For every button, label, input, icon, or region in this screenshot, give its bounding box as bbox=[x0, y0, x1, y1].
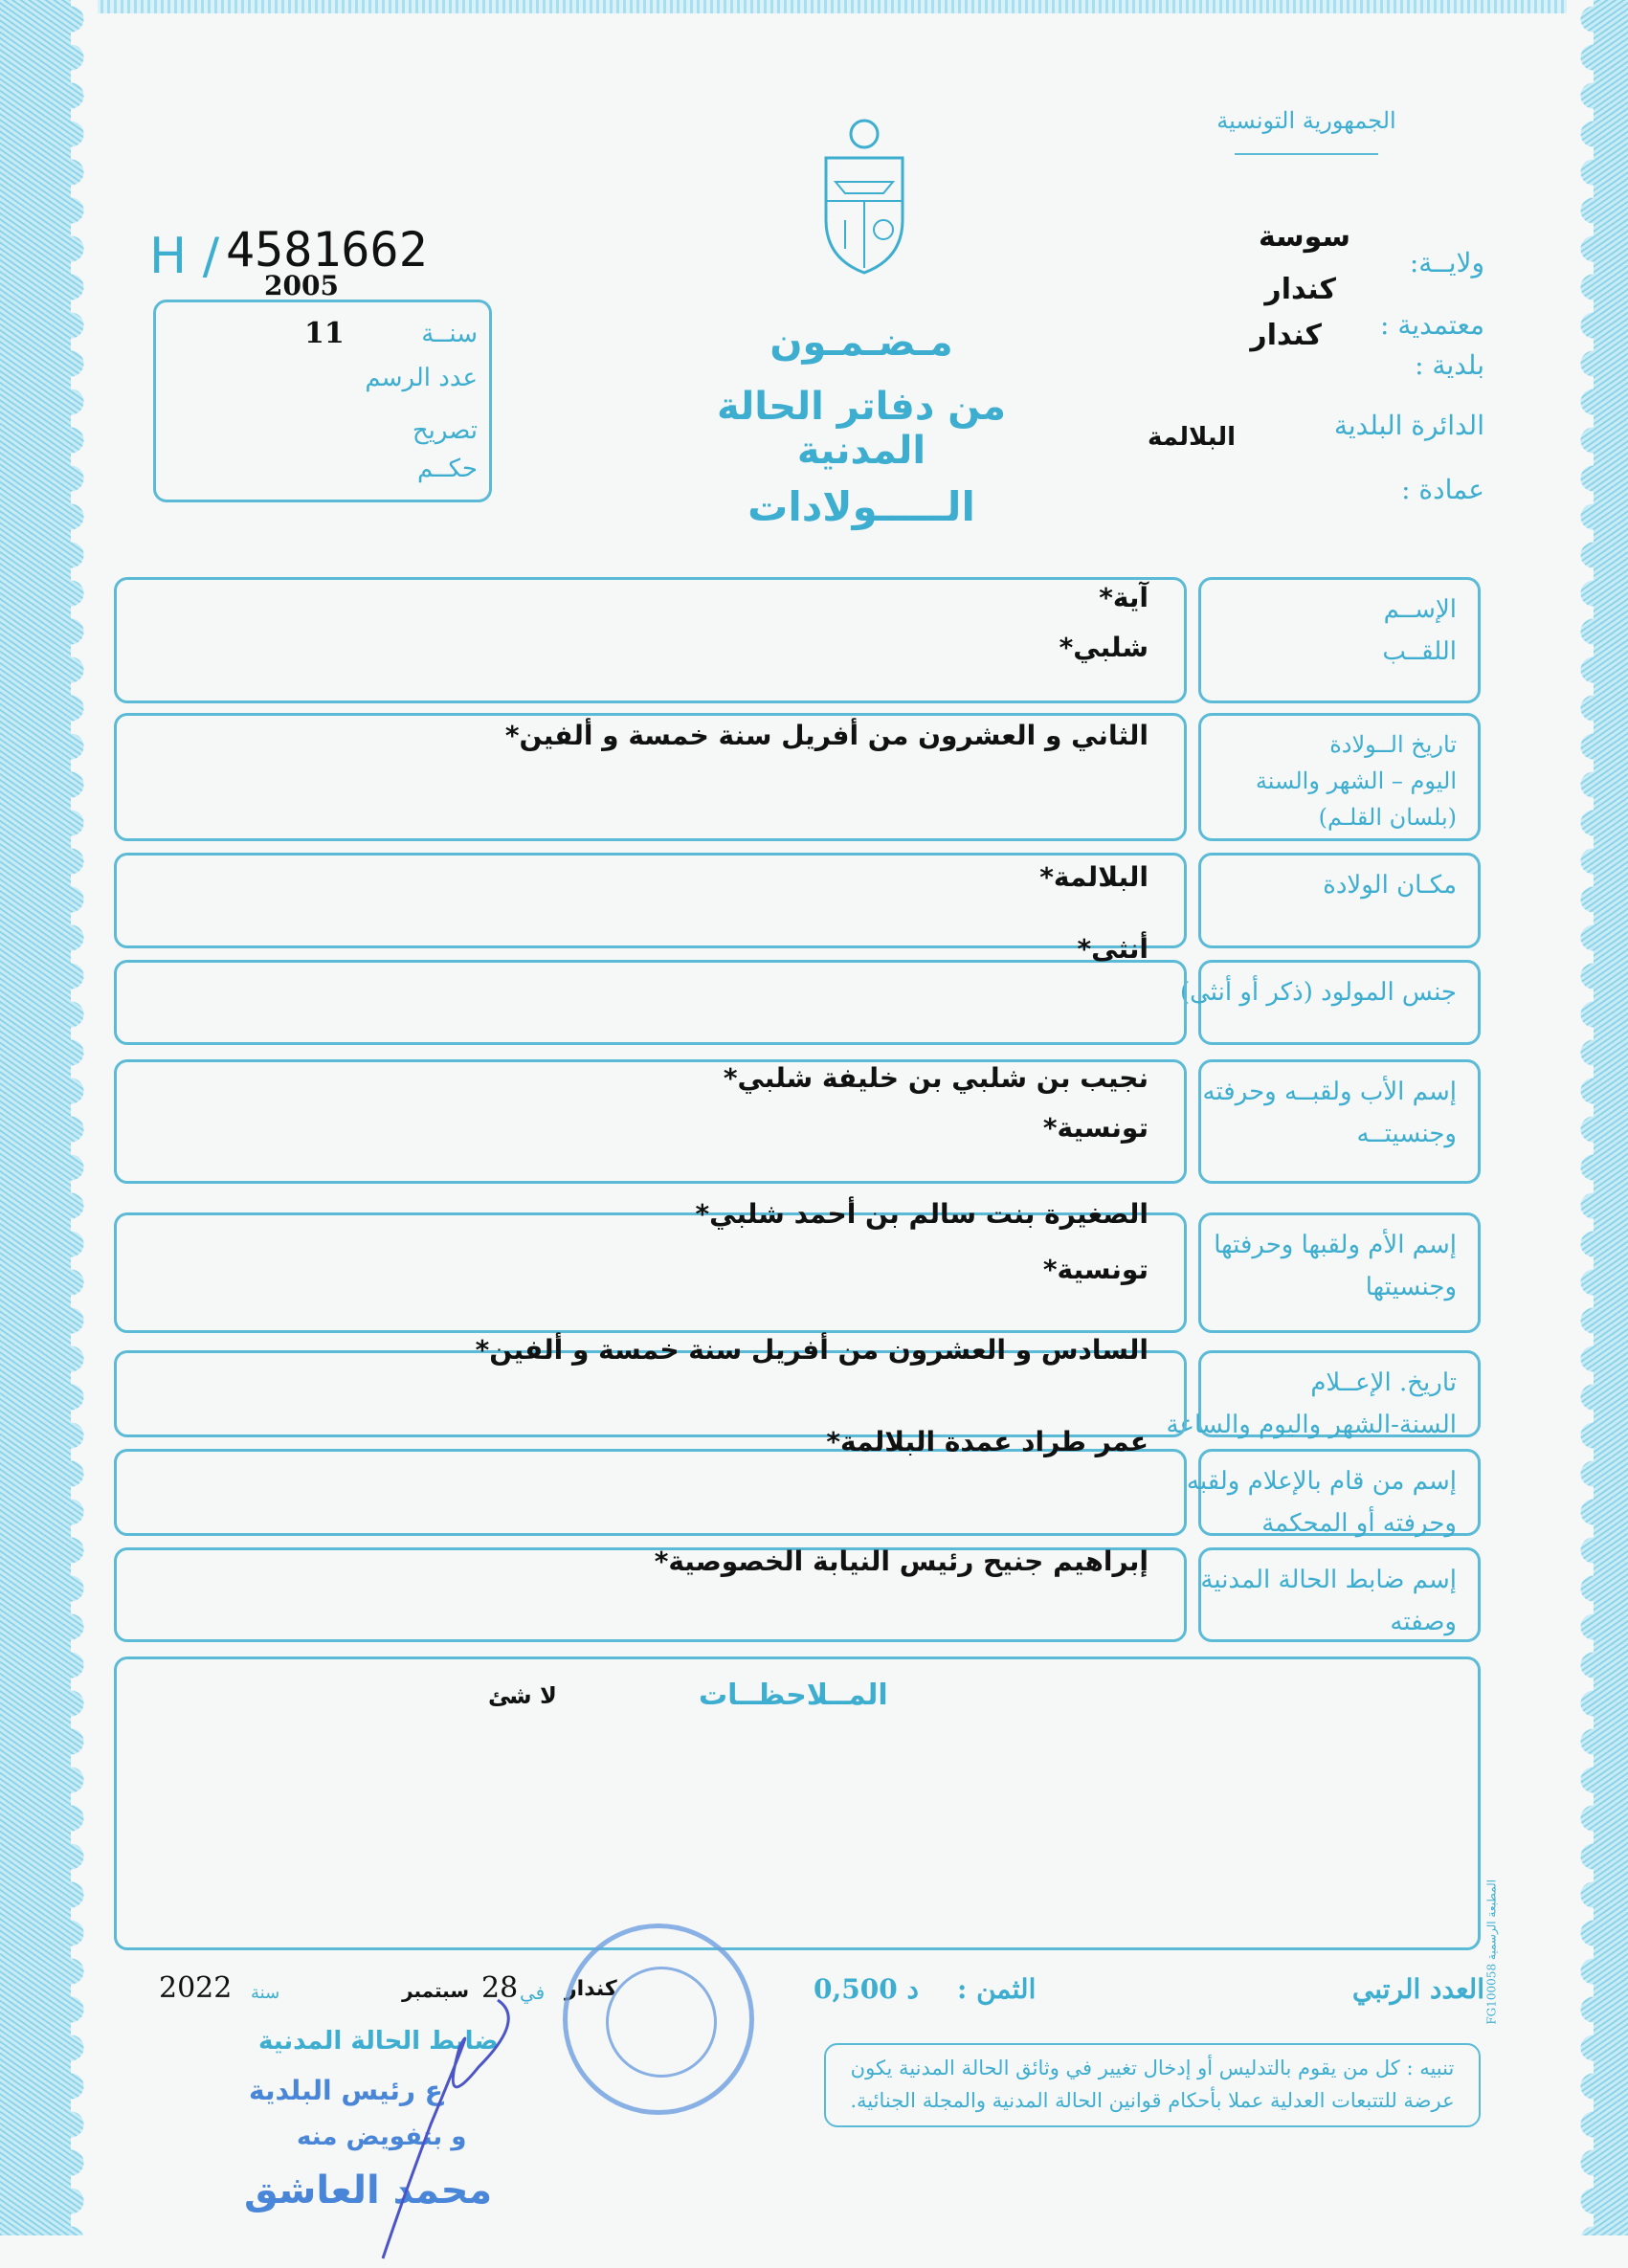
decorative-border-left bbox=[0, 0, 84, 2235]
issue-day: 28 bbox=[481, 1971, 519, 2005]
decorative-border-right bbox=[1580, 0, 1628, 2235]
delegation-value: كندار bbox=[1264, 273, 1336, 306]
field-label-box bbox=[1198, 853, 1481, 948]
in-label: في bbox=[520, 1981, 546, 2004]
price-value: 0,500 د bbox=[814, 1973, 919, 2005]
field-value: الثاني و العشرون من أفريل سنة خمسة و ألفين* bbox=[504, 720, 1149, 751]
field-label: وصفته bbox=[1390, 1608, 1457, 1636]
district-value: البلالمة bbox=[1148, 423, 1236, 452]
year-label: سنــة bbox=[421, 320, 478, 348]
field-label: إسم الأب ولقبــه وحرفته bbox=[1202, 1078, 1457, 1106]
field-label-box bbox=[1198, 713, 1481, 841]
officer-stamp-line1: ع رئيس البلدية bbox=[249, 2075, 443, 2106]
remarks-label: المــلاحظــات bbox=[699, 1679, 888, 1712]
field-label: الإســم bbox=[1383, 595, 1457, 624]
governorate-label: ولايــة: bbox=[1409, 247, 1484, 278]
field-label: اللقــب bbox=[1382, 637, 1457, 666]
republic-heading: الجمهورية التونسية bbox=[1216, 107, 1396, 134]
field-value-box bbox=[114, 1212, 1187, 1333]
field-value: تونسية* bbox=[1042, 1254, 1149, 1285]
field-label: تاريخ الــولادة bbox=[1329, 731, 1457, 758]
issue-month: سبتمبر bbox=[402, 1979, 470, 2002]
remarks-value: لا شئ bbox=[488, 1682, 557, 1709]
declaration-label: تصريح bbox=[412, 416, 478, 445]
record-year-value: 2005 bbox=[264, 270, 339, 301]
field-label-box bbox=[1198, 1059, 1481, 1184]
field-label-box bbox=[1186, 1449, 1481, 1538]
serial-prefix: H / bbox=[149, 228, 220, 285]
record-number-label: عدد الرسم bbox=[365, 364, 478, 392]
field-value: البلالمة* bbox=[1039, 861, 1149, 893]
judgment-label: حكــم bbox=[417, 455, 478, 483]
field-label: إسم من قام بالإعلام ولقبه bbox=[1186, 1467, 1457, 1496]
serial-order-label: العدد الرتبي bbox=[1351, 1973, 1484, 2005]
officer-title-stamp: ضابط الحالة المدنية bbox=[258, 2027, 499, 2056]
omada-label: عمادة : bbox=[1401, 474, 1484, 505]
title-line1: مـضـمـون bbox=[769, 321, 953, 365]
field-label: وحرفته أو المحكمة bbox=[1261, 1509, 1457, 1538]
field-label: جنس المولود (ذكر أو أنثى) bbox=[1179, 978, 1457, 1007]
title-line2: من دفاتر الحالة المدنية bbox=[716, 385, 1007, 473]
field-label: تاريخ. الإعــلام bbox=[1310, 1368, 1457, 1397]
governorate-value: سوسة bbox=[1258, 220, 1350, 254]
decorative-border-top bbox=[0, 0, 1628, 13]
field-label-box bbox=[1198, 1547, 1481, 1642]
year-label-footer: سنة bbox=[251, 1983, 280, 2003]
tunisia-coat-of-arms-icon bbox=[812, 115, 917, 278]
field-value: تونسية* bbox=[1042, 1112, 1149, 1144]
field-label: وجنسيتــه bbox=[1356, 1120, 1457, 1148]
printer-mark: المطبعة الرسمية FG100058 bbox=[1485, 1879, 1499, 2025]
field-value: عمر طراد عمدة البلالمة* bbox=[826, 1426, 1149, 1457]
field-label-box bbox=[1198, 577, 1481, 703]
notice-text: تنبيه : كل من يقوم بالتدليس أو إدخال تغيير في وثائق الحالة المدنية يكون عرضة للتتبعات العدلية عملا بأحكام قوانين الحالة المدنية والمجلة الجنائية. bbox=[850, 2057, 1455, 2112]
notice-box bbox=[824, 2043, 1481, 2127]
field-label: وجنسيتها bbox=[1365, 1273, 1457, 1301]
field-value: الصغيرة بنت سالم بن أحمد شلبي* bbox=[695, 1198, 1149, 1230]
handwritten-signature bbox=[316, 1990, 526, 2268]
divider bbox=[1235, 153, 1378, 155]
delegation-label: معتمدية : bbox=[1380, 309, 1484, 341]
field-value-box bbox=[114, 853, 1187, 948]
field-value: آية* bbox=[1099, 582, 1149, 613]
officer-stamp-line2: و بتفويض منه bbox=[297, 2123, 467, 2151]
field-value: شلبي* bbox=[1059, 632, 1149, 663]
field-label: السنة-الشهر واليوم والساعة bbox=[1166, 1411, 1457, 1439]
municipality-label: بلدية : bbox=[1415, 349, 1484, 381]
field-label-box bbox=[1179, 960, 1481, 1045]
field-value: إبراهيم جنيح رئيس النيابة الخصوصية* bbox=[654, 1545, 1149, 1577]
district-label: الدائرة البلدية bbox=[1333, 410, 1484, 441]
field-label-box bbox=[1198, 1212, 1481, 1333]
field-value: أنثى* bbox=[1077, 933, 1149, 965]
field-value: نجيب بن شلبي بن خليفة شلبي* bbox=[723, 1062, 1149, 1094]
field-value: السادس و العشرون من أفريل سنة خمسة و ألفين* bbox=[475, 1334, 1149, 1366]
field-label: إسم ضابط الحالة المدنية bbox=[1200, 1566, 1457, 1594]
section-title: الـــــولادات bbox=[747, 483, 975, 530]
field-label: إسم الأم ولقبها وحرفتها bbox=[1214, 1231, 1457, 1259]
officer-name-stamp: محمد العاشق bbox=[244, 2168, 493, 2212]
record-box bbox=[153, 300, 492, 502]
serial-number: 4581662 bbox=[226, 222, 428, 278]
field-label: مكـان الولادة bbox=[1323, 871, 1457, 900]
municipal-seal-stamp bbox=[563, 1923, 754, 2115]
field-value-box bbox=[114, 1449, 1187, 1536]
price-label: الثمن : bbox=[957, 1973, 1037, 2005]
field-label: اليوم – الشهر والسنة bbox=[1255, 767, 1457, 794]
issue-place: كندار bbox=[565, 1977, 617, 2001]
field-label-box bbox=[1166, 1350, 1481, 1439]
municipality-value: كندار bbox=[1250, 319, 1322, 352]
issue-year: 2022 bbox=[159, 1971, 233, 2005]
field-value-box bbox=[114, 577, 1187, 703]
record-number-value: 11 bbox=[304, 317, 345, 350]
field-value-box bbox=[114, 960, 1187, 1045]
field-label: (بلسان القلـم) bbox=[1318, 804, 1457, 831]
